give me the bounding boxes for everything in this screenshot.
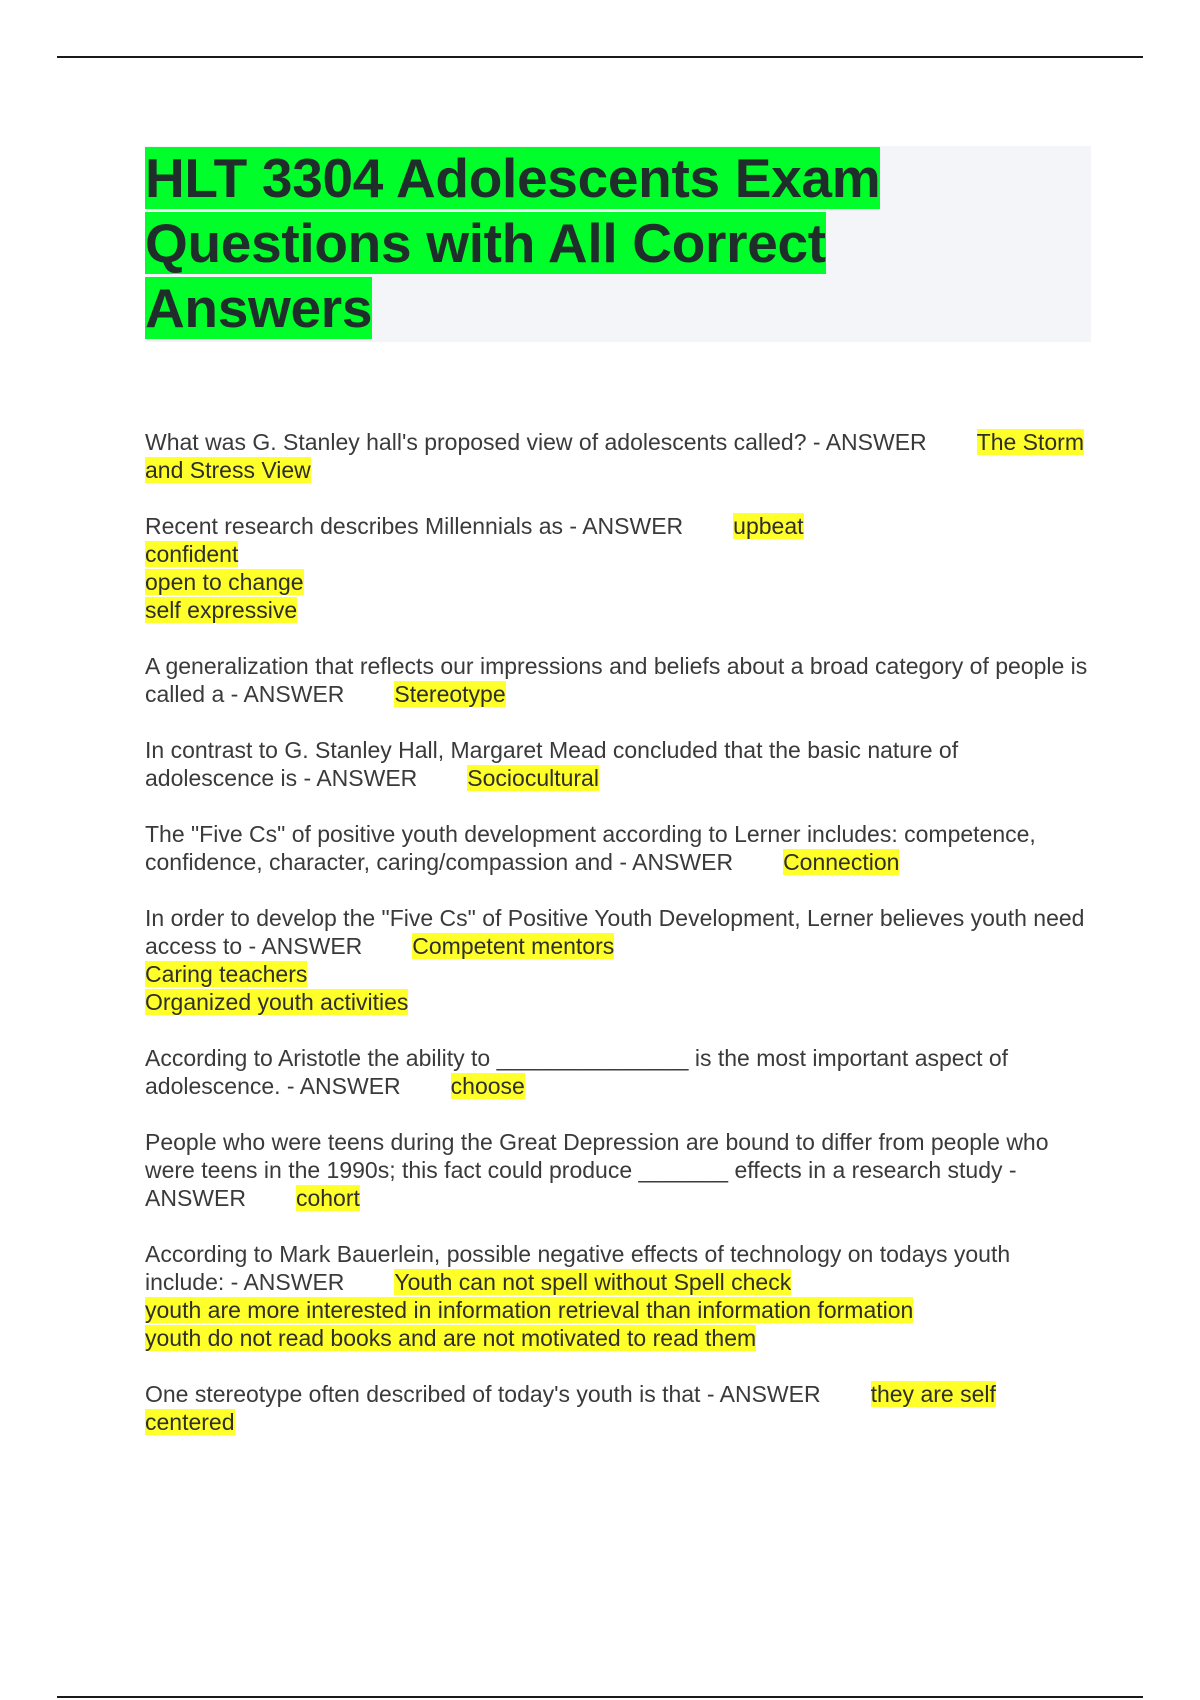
qa-item <box>145 512 1091 624</box>
question-text: One stereotype often described of today's youth is that - ANSWER <box>145 1381 821 1407</box>
answer-text: upbeat <box>733 513 804 539</box>
qa-item <box>145 736 1091 792</box>
answer-text: The Storm and Stress View <box>145 429 1085 483</box>
question-text: In order to develop the "Five Cs" of Positive Youth Development, Lerner believes youth need access to - ANSWER <box>145 905 1085 959</box>
question-text: According to Aristotle the ability to _______________ is the most important aspect of adolescence. - ANSWER <box>145 1045 1009 1099</box>
qa-item <box>145 1380 1091 1436</box>
qa-item <box>145 1044 1091 1100</box>
answer-text: confident <box>145 541 239 567</box>
answer-text: youth do not read books and are not motivated to read them <box>145 1325 757 1351</box>
qa-list <box>145 428 1091 1464</box>
answer-text: Sociocultural <box>467 765 599 791</box>
answer-text: Connection <box>783 849 900 875</box>
answer-text: Stereotype <box>394 681 506 707</box>
header-rule <box>57 56 1143 58</box>
answer-text: Competent mentors <box>412 933 615 959</box>
question-text: A generalization that reflects our impressions and beliefs about a broad category of people is called a - ANSWER <box>145 653 1088 707</box>
answer-text: self expressive <box>145 597 298 623</box>
answer-text: Organized youth activities <box>145 989 409 1015</box>
footer-rule <box>57 1696 1143 1698</box>
answer-text: cohort <box>295 1185 360 1211</box>
qa-item <box>145 652 1091 708</box>
answer-text: choose <box>450 1073 525 1099</box>
answer-text: they are self centered <box>145 1381 996 1435</box>
qa-item <box>145 904 1091 1016</box>
title-line: HLT 3304 Adolescents Exam <box>145 147 881 209</box>
qa-item <box>145 820 1091 876</box>
title-line: Answers <box>145 277 373 339</box>
title-line: Questions with All Correct <box>145 212 826 274</box>
question-text: According to Mark Bauerlein, possible negative effects of technology on todays youth include: - ANSWER <box>145 1241 1011 1295</box>
question-text: Recent research describes Millennials as - ANSWER <box>145 513 684 539</box>
answer-text: open to change <box>145 569 304 595</box>
question-text: What was G. Stanley hall's proposed view of adolescents called? - ANSWER <box>145 429 927 455</box>
answer-text: Caring teachers <box>145 961 308 987</box>
document-title <box>145 146 1091 341</box>
answer-text: youth are more interested in information retrieval than information formation <box>145 1297 914 1323</box>
question-text: In contrast to G. Stanley Hall, Margaret Mead concluded that the basic nature of adolescence is - ANSWER <box>145 737 959 791</box>
question-text: People who were teens during the Great Depression are bound to differ from people who were teens in the 1990s; this fact could produce _______ effects in a research study - ANSWER <box>145 1129 1049 1211</box>
qa-item <box>145 1240 1091 1352</box>
title-block <box>145 146 1091 342</box>
question-text: The "Five Cs" of positive youth development according to Lerner includes: competence, confidence, character, caring/compassion and - ANSWER <box>145 821 1036 875</box>
answer-text: Youth can not spell without Spell check <box>394 1269 792 1295</box>
qa-item <box>145 1128 1091 1212</box>
qa-item <box>145 428 1091 484</box>
